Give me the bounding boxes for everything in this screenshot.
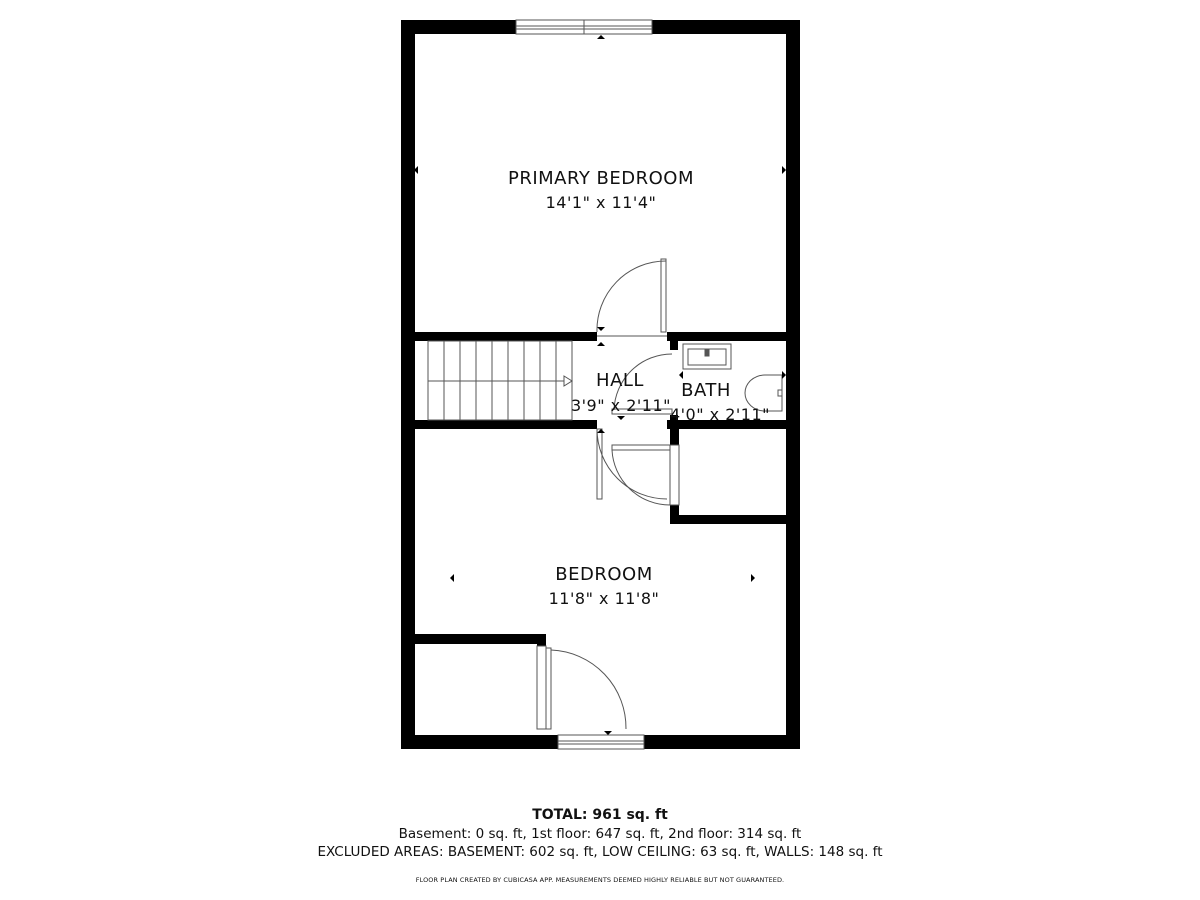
excluded-areas-line: EXCLUDED AREAS: BASEMENT: 602 sq. ft, LOW CEILING: 63 sq. ft, WALLS: 148 sq. ft bbox=[317, 844, 883, 860]
door-closet-left-leaf bbox=[546, 648, 551, 729]
door-primary-swing bbox=[597, 261, 666, 332]
dim-marker-bedroom-right bbox=[751, 574, 755, 582]
wall-hall-bath-top bbox=[670, 341, 678, 350]
dim-marker-hall-bottom bbox=[617, 416, 625, 420]
dim-marker-bedroom-bottom bbox=[604, 731, 612, 735]
dim-marker-primary-right bbox=[782, 166, 786, 174]
window-bottom bbox=[558, 735, 644, 749]
doors bbox=[537, 259, 679, 729]
wall-closet-right-bottom bbox=[670, 515, 786, 524]
room-dims-hall: 3'9" x 2'11" bbox=[570, 396, 672, 415]
stairs bbox=[428, 341, 572, 420]
wall-bottom-right bbox=[644, 735, 800, 749]
toilet-tank bbox=[778, 390, 782, 396]
door-closet-right-swing bbox=[612, 450, 670, 505]
dim-marker-bath-right bbox=[782, 371, 786, 379]
door-bedroom-swing bbox=[597, 429, 667, 499]
total-area-label: TOTAL: bbox=[532, 807, 588, 823]
wall-closet-left-top bbox=[415, 634, 546, 644]
door-closet-left-swing bbox=[551, 650, 626, 729]
wall-primary-hall-right bbox=[667, 332, 786, 341]
room-name-bedroom: BEDROOM bbox=[555, 564, 653, 585]
room-name-hall: HALL bbox=[596, 370, 644, 391]
door-primary-leaf bbox=[661, 259, 666, 332]
sink-faucet bbox=[705, 349, 709, 356]
room-name-primary-bedroom: PRIMARY BEDROOM bbox=[507, 168, 695, 189]
wall-top-right bbox=[652, 20, 800, 34]
wall-right bbox=[786, 20, 800, 749]
wall-primary-hall-left bbox=[415, 332, 597, 341]
wall-top-left bbox=[401, 20, 516, 34]
dim-marker-primary-top bbox=[597, 35, 605, 39]
wall-hall-bedroom-left bbox=[415, 420, 597, 429]
stair-arrow-head bbox=[564, 376, 572, 386]
wall-left bbox=[401, 20, 415, 749]
area-summary bbox=[0, 806, 1200, 885]
room-dims-bath: 4'0" x 2'11" bbox=[669, 405, 771, 424]
door-closet-right-leaf bbox=[612, 445, 670, 450]
door-closet-left-jamb bbox=[537, 646, 546, 729]
dim-marker-bath-left bbox=[679, 371, 683, 379]
room-dims-primary-bedroom: 14'1" x 11'4" bbox=[545, 193, 657, 212]
door-closet-right-jamb bbox=[670, 445, 679, 505]
dim-marker-primary-bottom bbox=[597, 327, 605, 331]
wall-closet-left-side bbox=[537, 634, 546, 646]
room-labels bbox=[508, 168, 770, 608]
wall-bottom-left bbox=[401, 735, 558, 749]
dim-marker-hall-top bbox=[597, 342, 605, 346]
dim-marker-bedroom-left bbox=[450, 574, 454, 582]
room-dims-bedroom: 11'8" x 11'8" bbox=[548, 589, 660, 608]
floor-areas-line: Basement: 0 sq. ft, 1st floor: 647 sq. ft, 2nd floor: 314 sq. ft bbox=[398, 826, 802, 842]
total-area-line bbox=[0, 806, 1200, 825]
credit-disclaimer: FLOOR PLAN CREATED BY CUBICASA APP. MEASUREMENTS DEEMED HIGHLY RELIABLE BUT NOT GUARANTEED. bbox=[415, 876, 785, 884]
total-area-value: 961 sq. ft bbox=[592, 807, 668, 823]
wall-closet-right-left bbox=[670, 429, 679, 445]
room-name-bath: BATH bbox=[681, 380, 731, 401]
